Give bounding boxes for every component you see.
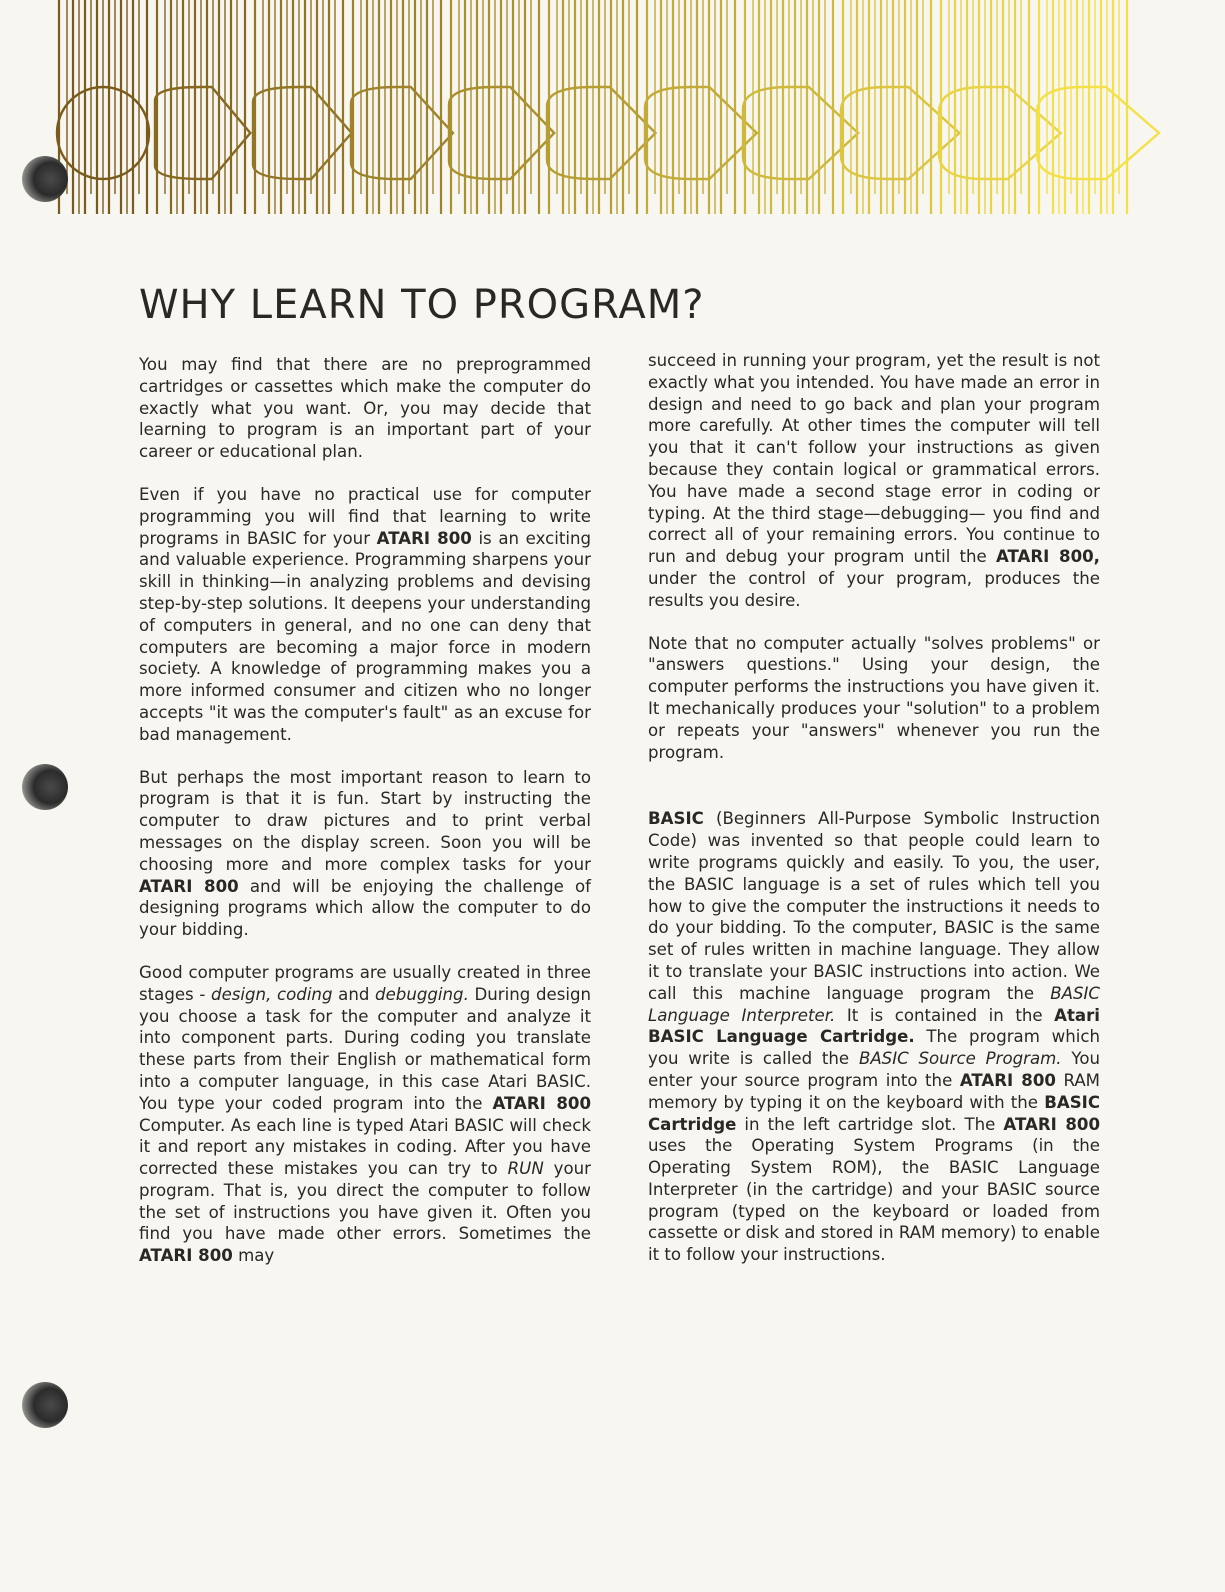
emphasis: BASIC Language Interpreter. xyxy=(648,983,1100,1025)
banner-motif xyxy=(939,0,1061,214)
product-name: ATARI 800 xyxy=(139,1246,233,1266)
right-column xyxy=(648,350,1100,1287)
banner-motif xyxy=(1037,0,1159,214)
term-basic: BASIC xyxy=(648,809,704,829)
banner-motif xyxy=(645,0,757,214)
emphasis: BASIC Source Program. xyxy=(858,1049,1062,1069)
banner-motif xyxy=(155,0,250,214)
banner-motif xyxy=(351,0,453,214)
binder-hole-icon xyxy=(22,764,68,810)
product-name: BASIC Cartridge xyxy=(648,1092,1100,1134)
paragraph: But perhaps the most important reason to learn to program is that it is fun. Start by instructing the computer to draw pictures and to print verbal messages on the display screen. Soon you will be choosing more and more complex tasks for your ATARI 800 and will be enjoying the challenge of designing programs which allow the computer to do your bidding. xyxy=(139,767,591,940)
arrow-icon xyxy=(155,87,250,179)
emphasis: debugging. xyxy=(375,984,469,1004)
binder-hole-icon xyxy=(22,156,68,202)
continued-text: may xyxy=(232,1246,275,1266)
emphasis: design, coding xyxy=(211,984,333,1004)
product-name: ATARI 800 xyxy=(959,1070,1056,1090)
decorative-banner xyxy=(0,0,1225,222)
arrow-icon xyxy=(939,87,1061,179)
left-column xyxy=(139,354,591,1288)
product-name: ATARI 800 xyxy=(492,1093,591,1113)
paragraph: You may find that there are no preprogrammed cartridges or cassettes which make the computer do exactly what you want. Or, you may decide that learning to program is an important part of your career or educational plan. xyxy=(139,355,591,462)
paragraph: Good computer programs are usually created in three stages - design, coding and debugging. During design you choose a task for the computer and analyze it into component parts. During coding you translate these parts from their English or mathematical form into a computer language, in this case Atari BASIC. You type your coded program into the ATARI 800 Computer. As each line is typed Atari BASIC will check it and report any mistakes in coding. After you have corrected these mistakes you can try to RUN your program. That is, you direct the computer to follow the set of instructions you have given it. Often you find you have made other errors. Sometimes the ATARI 800 may xyxy=(139,962,591,1266)
binder-hole-icon xyxy=(22,1382,68,1428)
page-title: WHY LEARN TO PROGRAM? xyxy=(139,282,705,328)
product-name: ATARI 800 xyxy=(376,528,472,548)
banner-motif xyxy=(57,0,149,214)
product-name: ATARI 800 xyxy=(139,876,239,896)
arrow-icon xyxy=(253,87,352,179)
paragraph: Note that no computer actually "solves problems" or "answers questions." Using your design, the computer performs the instructions you have given it. It mechanically produces your "solution" to a problem or repeats your "answers" whenever you run the program. xyxy=(648,633,1100,762)
arrow-icon xyxy=(1037,87,1159,179)
product-name: Atari BASIC Language Cartridge. xyxy=(648,1005,1100,1047)
paragraph: succeed in running your program, yet the result is not exactly what you intended. You have made an error in design and need to go back and plan your program more carefully. At other times the computer will tell you that it can't follow your instructions as given because they contain logical or grammatical errors. You have made a second stage error in coding or typing. At the third stage—debugging— you find and correct all of your remaining errors. You continue to run and debug your program until the ATARI 800, under the control of your program, produces the results you desire. xyxy=(648,351,1100,610)
product-name: ATARI 800, xyxy=(995,547,1100,567)
banner-motif xyxy=(253,0,352,214)
paragraph: Even if you have no practical use for computer programming you will find that learning to write programs in BASIC for your ATARI 800 is an exciting and valuable experience. Programming sharpens your skill in thinking—in analyzing problems and devising step-by-step solutions. It deepens your understanding of computers in general, and no one can deny that computers are becoming a major force in modern society. A knowledge of programming makes you a more informed consumer and citizen who no longer accepts "it was the computer's fault" as an excuse for bad management. xyxy=(139,484,591,744)
paragraph: BASIC (Beginners All-Purpose Symbolic Instruction Code) was invented so that people could learn to write programs quickly and easily. To you, the user, the BASIC language is a set of rules which tell you how to give the computer the instructions it needs to do your bidding. To the computer, BASIC is the same set of rules written in machine language. They allow it to translate your BASIC instructions into action. We call this machine language program the BASIC Language Interpreter. It is contained in the Atari BASIC Language Cartridge. The program which you write is called the BASIC Source Program. You enter your source program into the ATARI 800 RAM memory by typing it on the keyboard with the BASIC Cartridge in the left cartridge slot. The ATARI 800 uses the Operating System Programs (in the Operating System ROM), the BASIC Language Interpreter (in the cartridge) and your BASIC source program (typed on the keyboard or loaded from cassette or disk and stored in RAM memory) to enable it to follow your instructions. xyxy=(648,809,1100,1265)
product-name: ATARI 800 xyxy=(1003,1114,1100,1134)
banner-motif xyxy=(449,0,554,214)
banner-motif xyxy=(547,0,656,214)
emphasis: RUN xyxy=(507,1159,544,1179)
